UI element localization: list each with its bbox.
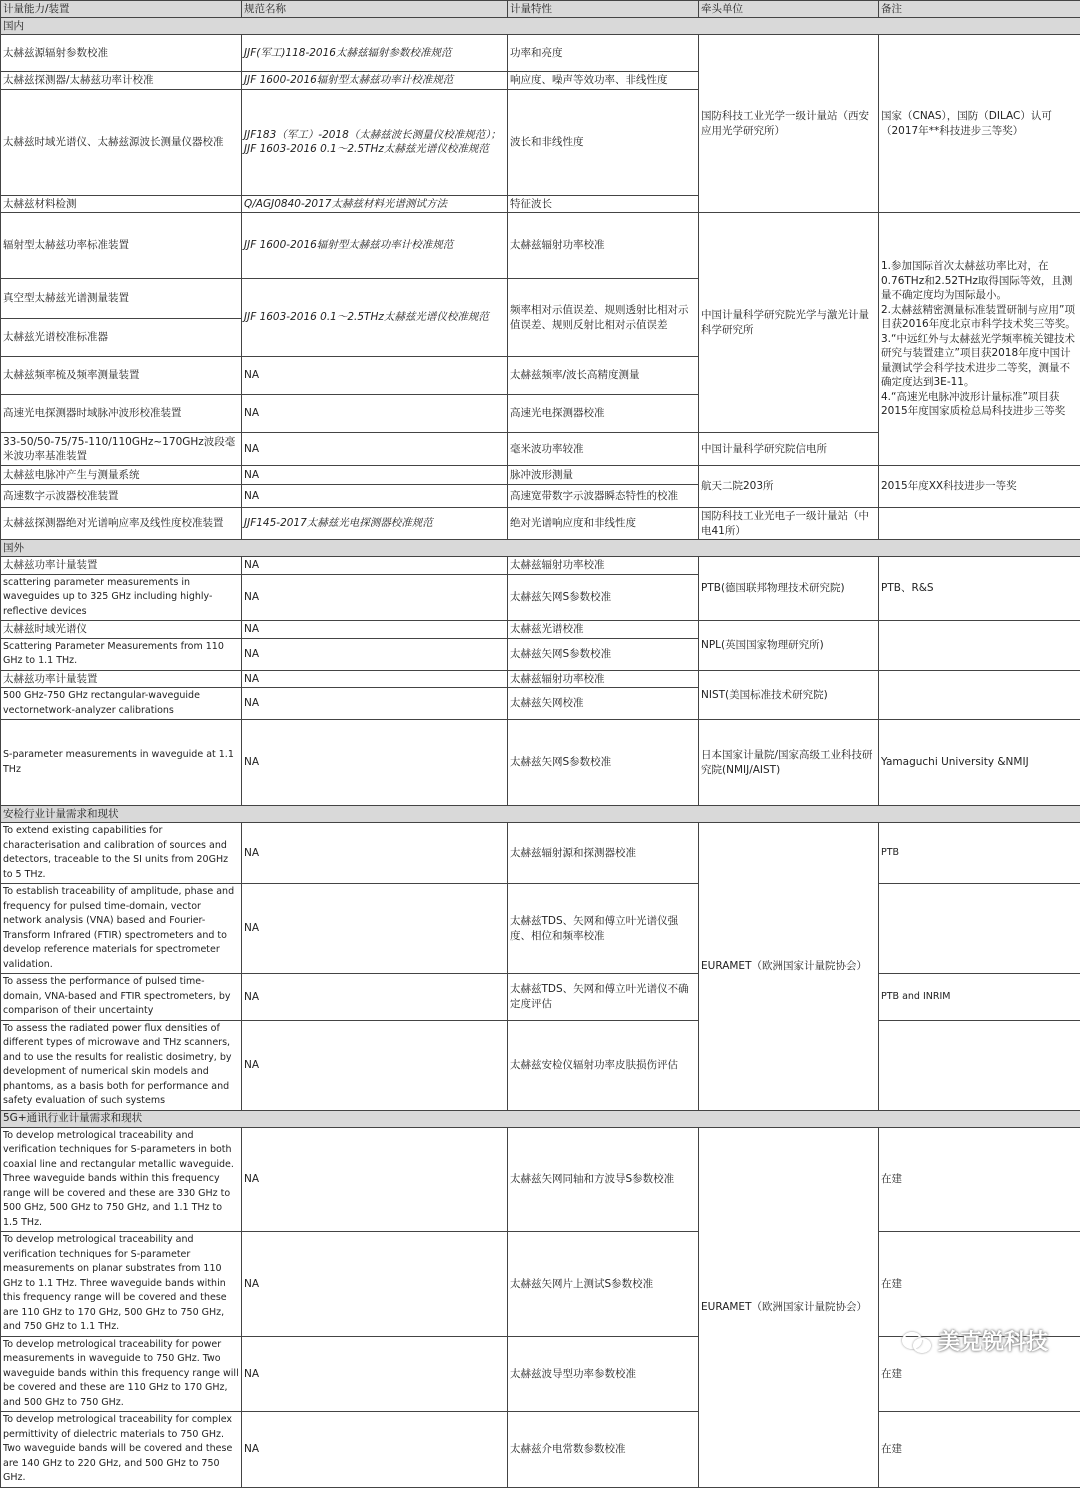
- spec-cell: NA: [242, 1336, 508, 1412]
- capability-cell: To assess the performance of pulsed time-domain, VNA-based and FTIR spectrometers, by comparison of their uncertainty: [1, 974, 242, 1021]
- table-row: [1, 670, 1080, 688]
- header-spec: 规范名称: [242, 1, 508, 18]
- property-cell: 高速光电探测器校准: [508, 395, 699, 433]
- spec-cell: NA: [242, 357, 508, 395]
- capability-cell: 太赫兹探测器/太赫兹功率计校准: [1, 72, 242, 90]
- section-security: 安检行业计量需求和现状: [1, 806, 1080, 823]
- property-cell: 太赫兹矢网片上测试S参数校准: [508, 1232, 699, 1337]
- notes-cell: 在建: [879, 1336, 1080, 1412]
- table-row: [1, 823, 1080, 884]
- property-cell: 波长和非线性度: [508, 89, 699, 195]
- property-cell: 太赫兹矢网S参数校准: [508, 638, 699, 670]
- property-cell: 太赫兹辐射功率校准: [508, 670, 699, 688]
- section-5g: 5G+通讯行业计量需求和现状: [1, 1110, 1080, 1127]
- table-row: [1, 1020, 1080, 1110]
- capability-cell: 太赫兹功率计量装置: [1, 557, 242, 575]
- property-cell: 响应度、噪声等效功率、非线性度: [508, 72, 699, 90]
- lead-unit-cell: EURAMET（欧洲国家计量院协会）: [699, 823, 879, 1111]
- capability-cell: 太赫兹材料检测: [1, 195, 242, 213]
- capability-cell: To develop metrological traceability for power measurements in waveguide to 750 GHz. Two waveguide bands within this frequency range will be covered and these are 110 GHz to 170 GHz, and 500 GHz to 750 GHz.: [1, 1336, 242, 1412]
- capability-cell: To develop metrological traceability and verification techniques for S-parameters in both coaxial line and rectangular metallic waveguide. Three waveguide bands within this frequency range will be covered and these are 330 GHz to 500 GHz, 500 GHz to 750 GHz, and 1.1 THz to 1.5 THz.: [1, 1127, 242, 1232]
- lead-unit-cell: 航天二院203所: [699, 466, 879, 508]
- notes-cell: [879, 621, 1080, 671]
- capability-cell: 高速光电探测器时域脉冲波形校准装置: [1, 395, 242, 433]
- spec-cell: NA: [242, 823, 508, 884]
- section-domestic: 国内: [1, 18, 1080, 35]
- property-cell: 太赫兹矢网S参数校准: [508, 720, 699, 806]
- spec-cell: NA: [242, 720, 508, 806]
- capability-cell: 真空型太赫兹光谱测量装置: [1, 279, 242, 319]
- notes-cell: 在建: [879, 1412, 1080, 1488]
- property-cell: 太赫兹TDS、矢网和傅立叶光谱仪不确定度评估: [508, 974, 699, 1021]
- spec-cell: NA: [242, 557, 508, 575]
- spec-cell: JJF183（军工）-2018（太赫兹波长测量仪校准规范）；JJF 1603-2016 0.1～2.5THz太赫兹光谱仪校准规范: [242, 89, 508, 195]
- table-row: [1, 508, 1080, 540]
- notes-cell: 1.参加国际首次太赫兹功率比对，在0.76THz和2.52THz取得国际等效，且测量不确定度均为国际最小。 2.太赫兹精密测量标准装置研制与应用”项目获2016年度北京市科学技术奖三等奖。 3.“中远红外与太赫兹光学频率梳关键技术研究与装置建立”项目获2018年度中国计量测试学会科学技术进步二等奖，测量不确定度达到3E-11。 4.“高速光电脉冲波形计量标准”项目获2015年度国家质检总局科技进步三等奖: [879, 213, 1080, 466]
- spec-cell: NA: [242, 1412, 508, 1488]
- lead-unit-cell: 日本国家计量院/国家高级工业科技研究院(NMIJ/AIST): [699, 720, 879, 806]
- spec-cell: Q/AGJ0840-2017太赫兹材料光谱测试方法: [242, 195, 508, 213]
- property-cell: 毫米波功率较准: [508, 433, 699, 466]
- spec-cell: JJF 1600-2016辐射型太赫兹功率计校准规范: [242, 213, 508, 279]
- table-row: [1, 1127, 1080, 1232]
- lead-unit-cell: NPL(英国国家物理研究所): [699, 621, 879, 671]
- header-notes: 备注: [879, 1, 1080, 18]
- property-cell: 太赫兹辐射源和探测器校准: [508, 823, 699, 884]
- notes-cell: 国家（CNAS），国防（DILAC）认可（2017年**科技进步三等奖）: [879, 35, 1080, 213]
- capability-cell: S-parameter measurements in waveguide at 1.1 THz: [1, 720, 242, 806]
- property-cell: 高速宽带数字示波器瞬态特性的校准: [508, 485, 699, 508]
- lead-unit-cell: PTB(德国联邦物理技术研究院): [699, 557, 879, 621]
- capability-cell: 500 GHz-750 GHz rectangular-waveguide vectornetwork-analyzer calibrations: [1, 688, 242, 720]
- section-row: [1, 18, 1080, 35]
- property-cell: 特征波长: [508, 195, 699, 213]
- capability-cell: 太赫兹时域光谱仪、太赫兹源波长测量仪器校准: [1, 89, 242, 195]
- spec-cell: NA: [242, 638, 508, 670]
- wechat-icon: [902, 1330, 932, 1352]
- capability-cell: 33-50/50-75/75-110/110GHz~170GHz波段毫米波功率基准装置: [1, 433, 242, 466]
- header-row: [1, 1, 1080, 18]
- property-cell: 太赫兹矢网S参数校准: [508, 574, 699, 621]
- property-cell: 功率和亮度: [508, 35, 699, 72]
- property-cell: 太赫兹辐射功率校准: [508, 557, 699, 575]
- property-cell: 太赫兹TDS、矢网和傅立叶光谱仪强度、相位和频率校准: [508, 884, 699, 974]
- table-row: [1, 1412, 1080, 1488]
- section-foreign: 国外: [1, 540, 1080, 557]
- notes-cell: PTB and INRIM: [879, 974, 1080, 1021]
- notes-cell: [879, 1020, 1080, 1110]
- table-row: [1, 35, 1080, 72]
- spec-cell: NA: [242, 1127, 508, 1232]
- spec-cell: NA: [242, 433, 508, 466]
- spec-cell: NA: [242, 621, 508, 639]
- notes-cell: [879, 884, 1080, 974]
- watermark: [902, 1325, 1048, 1356]
- capability-cell: 太赫兹探测器绝对光谱响应率及线性度校准装置: [1, 508, 242, 540]
- lead-unit-cell: 中国计量科学研究院信电所: [699, 433, 879, 466]
- capability-cell: 太赫兹频率梳及频率测量装置: [1, 357, 242, 395]
- capability-cell: 太赫兹电脉冲产生与测量系统: [1, 466, 242, 485]
- capability-cell: To extend existing capabilities for characterisation and calibration of sources and detectors, traceable to the SI units from 20GHz to 5 THz.: [1, 823, 242, 884]
- property-cell: 太赫兹波导型功率参数校准: [508, 1336, 699, 1412]
- property-cell: 太赫兹矢网同轴和方波导S参数校准: [508, 1127, 699, 1232]
- notes-cell: [879, 670, 1080, 720]
- capability-cell: To develop metrological traceability for complex permittivity of dielectric materials to 750 GHz. Two waveguide bands will be covered and these are 140 GHz to 220 GHz, and 500 GHz to 750 GHz.: [1, 1412, 242, 1488]
- spec-cell: NA: [242, 974, 508, 1021]
- capability-cell: 高速数字示波器校准装置: [1, 485, 242, 508]
- property-cell: 绝对光谱响应度和非线性度: [508, 508, 699, 540]
- capability-cell: 太赫兹功率计量装置: [1, 670, 242, 688]
- capability-cell: To establish traceability of amplitude, phase and frequency for pulsed time-domain, vector network analysis (VNA) based and Fourier-Transform Infrared (FTIR) spectrometers and to develop reference materials for spectrometer validation.: [1, 884, 242, 974]
- capability-cell: Scattering Parameter Measurements from 110 GHz to 1.1 THz.: [1, 638, 242, 670]
- lead-unit-cell: EURAMET（欧洲国家计量院协会）: [699, 1127, 879, 1487]
- table-row: [1, 621, 1080, 639]
- spec-cell: JJF(军工)118-2016太赫兹辐射参数校准规范: [242, 35, 508, 72]
- table-row: [1, 884, 1080, 974]
- notes-cell: Yamaguchi University &NMIJ: [879, 720, 1080, 806]
- table-row: [1, 557, 1080, 575]
- section-row: [1, 1110, 1080, 1127]
- capability-cell: 太赫兹源辐射参数校准: [1, 35, 242, 72]
- spec-cell: NA: [242, 466, 508, 485]
- notes-cell: PTB: [879, 823, 1080, 884]
- lead-unit-cell: NIST(美国标准技术研究院): [699, 670, 879, 720]
- watermark-text: 美克锐科技: [938, 1325, 1048, 1356]
- spec-cell: NA: [242, 1020, 508, 1110]
- capability-cell: 太赫兹光谱校准标准器: [1, 319, 242, 357]
- property-cell: 太赫兹安检仪辐射功率皮肤损伤评估: [508, 1020, 699, 1110]
- table-row: [1, 1232, 1080, 1337]
- capability-cell: 辐射型太赫兹功率标准装置: [1, 213, 242, 279]
- table-row: [1, 213, 1080, 279]
- section-row: [1, 540, 1080, 557]
- spec-cell: NA: [242, 485, 508, 508]
- spec-cell: NA: [242, 574, 508, 621]
- property-cell: 脉冲波形测量: [508, 466, 699, 485]
- lead-unit-cell: 国防科技工业光学一级计量站（西安应用光学研究所）: [699, 35, 879, 213]
- spec-cell: JJF 1600-2016辐射型太赫兹功率计校准规范: [242, 72, 508, 90]
- spec-cell: NA: [242, 884, 508, 974]
- notes-cell: 在建: [879, 1232, 1080, 1337]
- spec-cell: NA: [242, 670, 508, 688]
- table-row: [1, 466, 1080, 485]
- spec-cell: JJF145-2017太赫兹光电探测器校准规范: [242, 508, 508, 540]
- notes-cell: [879, 508, 1080, 540]
- header-lead-unit: 牵头单位: [699, 1, 879, 18]
- section-row: [1, 806, 1080, 823]
- notes-cell: PTB、R&S: [879, 557, 1080, 621]
- property-cell: 太赫兹矢网校准: [508, 688, 699, 720]
- spec-cell: NA: [242, 395, 508, 433]
- lead-unit-cell: 国防科技工业光电子一级计量站（中电41所）: [699, 508, 879, 540]
- capability-cell: To develop metrological traceability and verification techniques for S-parameter measurements on planar substrates from 110 GHz to 1.1 THz. Three waveguide bands within this frequency range will be covered and these are 110 GHz to 170 GHz, 500 GHz to 750 GHz, and 750 GHz to 1.1 THz.: [1, 1232, 242, 1337]
- property-cell: 太赫兹频率/波长高精度测量: [508, 357, 699, 395]
- table-row: [1, 974, 1080, 1021]
- header-property: 计量特性: [508, 1, 699, 18]
- capability-cell: 太赫兹时域光谱仪: [1, 621, 242, 639]
- property-cell: 太赫兹介电常数参数校准: [508, 1412, 699, 1488]
- capability-cell: To assess the radiated power flux densities of different types of microwave and THz scanners, and to use the results for realistic dosimetry, by development of numerical skin models and phantoms, as a basis both for performance and safety evaluation of such systems: [1, 1020, 242, 1110]
- table-row: [1, 720, 1080, 806]
- spec-cell: JJF 1603-2016 0.1～2.5THz太赫兹光谱仪校准规范: [242, 279, 508, 357]
- property-cell: 太赫兹光谱校准: [508, 621, 699, 639]
- lead-unit-cell: 中国计量科学研究院光学与激光计量科学研究所: [699, 213, 879, 433]
- capability-cell: scattering parameter measurements in waveguides up to 325 GHz including highly-reflective devices: [1, 574, 242, 621]
- spec-cell: NA: [242, 688, 508, 720]
- header-capability: 计量能力/装置: [1, 1, 242, 18]
- spec-cell: NA: [242, 1232, 508, 1337]
- property-cell: 频率相对示值误差、规则透射比相对示值误差、规则反射比相对示值误差: [508, 279, 699, 357]
- notes-cell: 2015年度XX科技进步一等奖: [879, 466, 1080, 508]
- property-cell: 太赫兹辐射功率校准: [508, 213, 699, 279]
- notes-cell: 在建: [879, 1127, 1080, 1232]
